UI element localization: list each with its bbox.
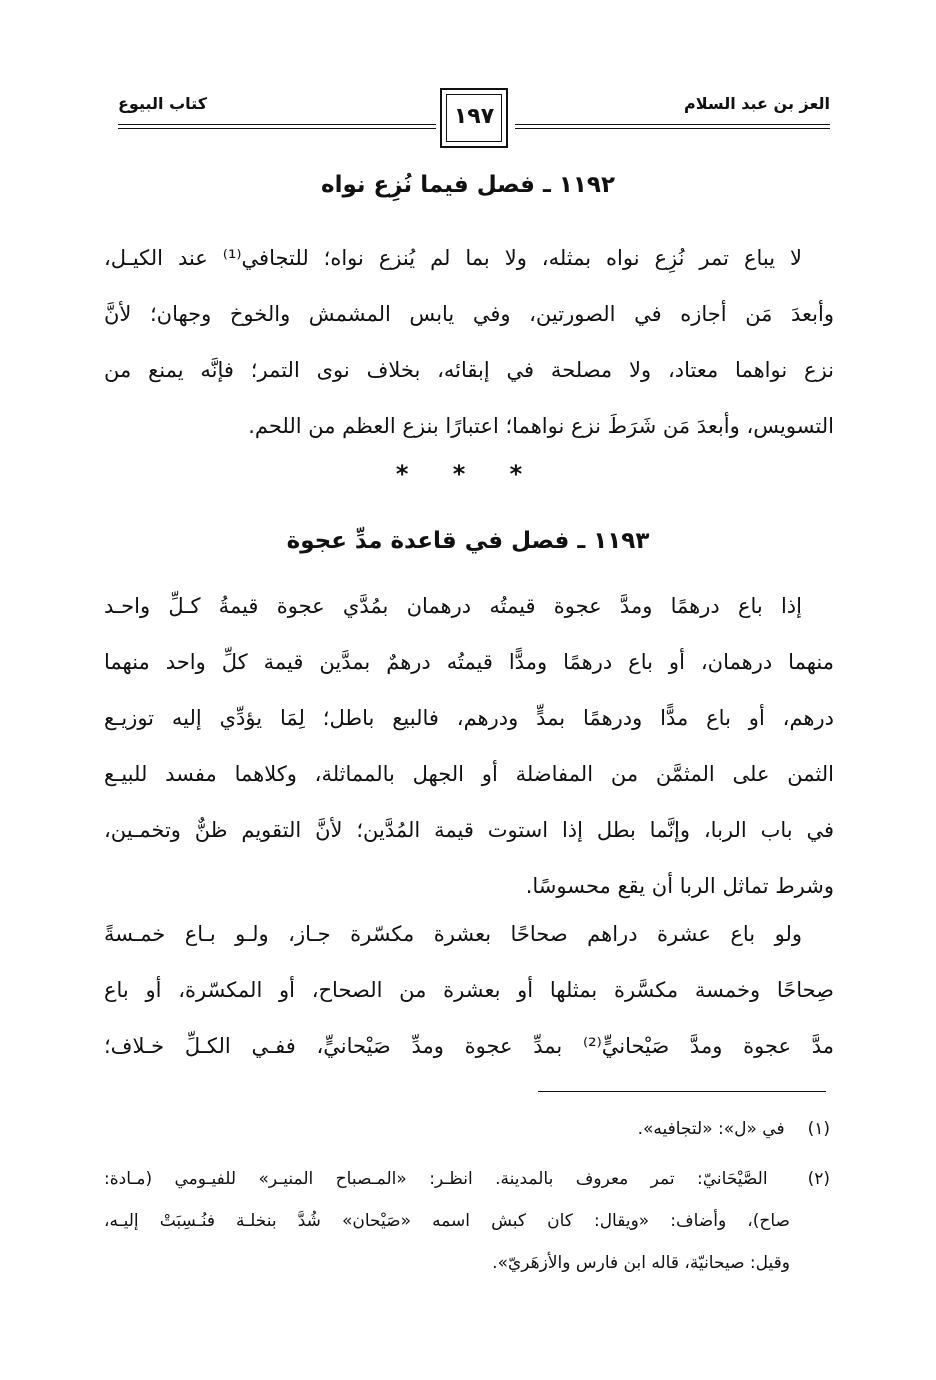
page-number-frame [440,88,508,148]
section-1193-title: ١١٩٣ ـ فصل في قاعدة مدِّ عجوة [286,528,650,554]
text-line: منهما درهمان، أو باع درهمًا ومدًّا قيمتُه درهمٌ بمدَّين قيمة كلِّ واحد منهما [104,650,834,674]
section-separator: * * * [395,460,541,488]
header-author: العز بن عبد السلام [684,94,830,113]
text-line: في باب الربا، وإنَّما بطل إذا استوت قيمة المُدَّين؛ لأنَّ التقويم ظنٌّ وتخمـين، [104,818,834,842]
header-rule-right [515,124,830,125]
text-line: نزع نواهما معتاد، ولا مصلحة في إبقائه، بخلاف نوى التمر؛ فإنَّه يمنع من [104,358,834,382]
header-rule-right-thin [515,128,830,129]
footnote-number: (١) [807,1119,830,1139]
running-header [118,88,830,158]
footnote-2 [104,1158,830,1284]
text-line: ولو باع عشرة دراهم صحاحًا بعشرة مكسّرة جـاز، ولـو بـاع خمـسةً [104,922,802,946]
page-number: ١٩٧ [453,104,495,129]
text-line: إذا باع درهمًا ومدَّ عجوة قيمتُه درهمان بمُدَّي عجوة قيمةُ كـلِّ واحـد [104,594,802,618]
text-line: التسويس، وأبعدَ مَن شَرَطَ نزع نواهما؛ اعتبارًا بنزع العظم من اللحم. [248,414,834,438]
section-1193-paragraph-1 [104,578,834,914]
text-line: الثمن على المثمَّن من المفاضلة أو الجهل بالمماثلة، وكلاهما مفسد للبيـع [104,762,834,786]
footnote-number: (٢) [807,1169,830,1189]
header-rule-left [118,124,436,125]
text-line: درهم، أو باع مدًّا ودرهمًا بمدٍّ ودرهم، فالبيع باطل؛ لِمَا يؤدِّي إليه توزيـع [104,706,834,730]
text-line: لا يباع تمر نُزِع نواه بمثله، ولا بما لم يُنزع نواه؛ للتجافي⁽¹⁾ عند الكيـل، [104,246,802,270]
footnote-text: الصَّيْحَانيّ: تمر معروف بالمدينة. انظـر: «المـصباح المنيـر» للفيـومي (مـادة: [104,1169,768,1189]
text-line: وأبعدَ مَن أجازه في الصورتين، وفي يابس المشمش والخوخ وجهان؛ لأنَّ [104,302,834,326]
footnote-line [104,1158,830,1200]
section-1192-body [104,230,834,454]
text-line: مدَّ عجوة ومدَّ صَيْحانيٍّ⁽²⁾ بمدِّ عجوة ومدِّ صَيْحانيٍّ، ففـي الكـلِّ خـلاف؛ [104,1034,834,1058]
footnote-text: في «ل»: «لتجافيه». [637,1119,785,1139]
text-line: وشرط تماثل الربا أن يقع محسوسًا. [525,874,834,898]
header-rule-left-thin [118,128,436,129]
footnote-1 [104,1108,830,1150]
footnote-line: صاح)، وأضاف: «ويقال: كان كبش اسمه «صَيْحان» شُدَّ بنخلـة فنُـسِبَتْ إليـه، [104,1211,790,1231]
section-1192-title: ١١٩٢ ـ فصل فيما نُزِع نواه [321,172,615,198]
text-line: صِحاحًا وخمسة مكسَّرة بمثلها أو بعشرة من الصحاح، أو المكسّرة، أو باع [104,978,834,1002]
footnote-separator [538,1091,826,1092]
footnote-line [104,1108,830,1150]
section-1193-paragraph-2 [104,906,834,1074]
footnote-line: وقيل: صيحانيّة، قاله ابن فارس والأزهَريّ». [492,1253,790,1273]
header-book-section: كتاب البيوع [118,94,208,113]
